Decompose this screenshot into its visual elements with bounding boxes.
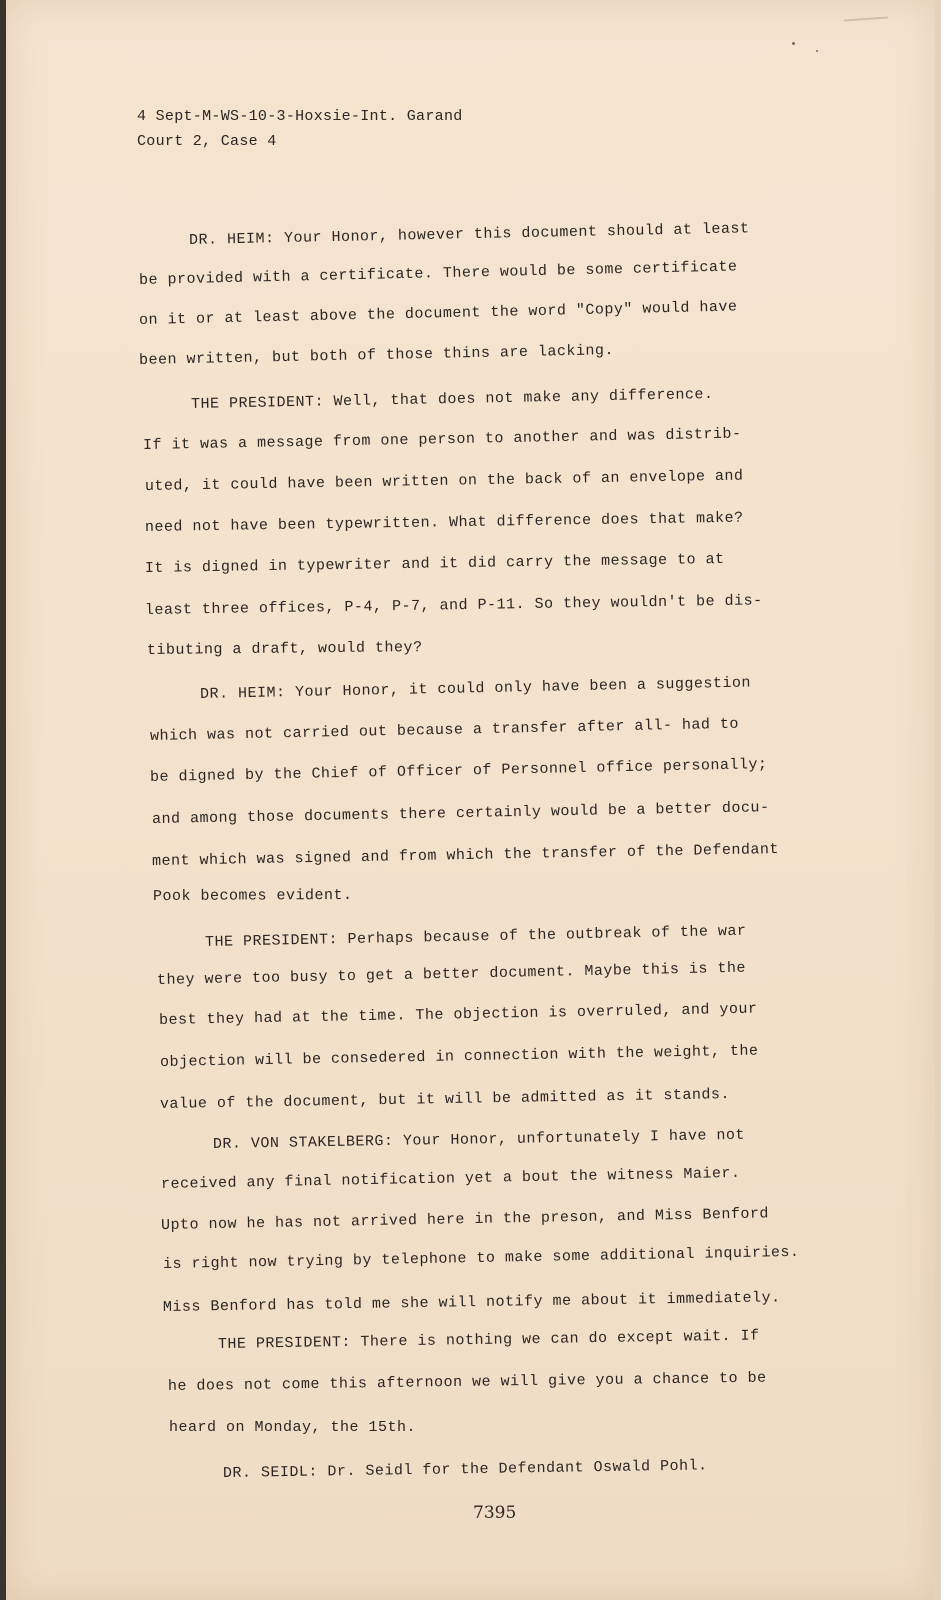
transcript-line: value of the document, but it will be admitted as it stands.	[159, 1086, 731, 1113]
transcript-line: objection will be consedered in connection with the weight, the	[159, 1042, 759, 1071]
transcript-line: received any final notification yet a bout the witness Maier.	[160, 1164, 741, 1193]
transcript-line: Upto now he has not arrived here in the preson, and Miss Benford	[160, 1205, 770, 1234]
transcript-line: uted, it could have been written on the back of an envelope and	[144, 467, 744, 495]
transcript-line: DR. SEIDL: Dr. Seidl for the Defendant Oswald Pohl.	[222, 1457, 708, 1482]
transcript-line: DR. VON STAKELBERG: Your Honor, unfortunately I have not	[212, 1126, 746, 1153]
transcript-line: THE PRESIDENT: Perhaps because of the outbreak of the war	[204, 922, 747, 951]
transcript-line: be digned by the Chief of Officer of Personnel office personally;	[149, 756, 768, 786]
transcript-line: DR. HEIM: Your Honor, it could only have been a suggestion	[199, 674, 752, 703]
pencil-mark	[844, 16, 888, 21]
transcript-line: heard on Monday, the 15th.	[169, 1419, 417, 1436]
transcript-line: Pook becomes evident.	[152, 886, 353, 905]
transcript-line: least three offices, P-4, P-7, and P-11. So they wouldn't be dis-	[144, 592, 763, 619]
transcript-line: he does not come this afternoon we will give you a chance to be	[167, 1369, 767, 1395]
transcript-line: best they had at the time. The objection is overruled, and your	[158, 1000, 758, 1029]
page-number: 7395	[473, 1503, 517, 1523]
transcript-line: THE PRESIDENT: There is nothing we can do except wait. If	[217, 1327, 760, 1353]
transcript-line: If it was a message from one person to another and was distrib-	[142, 425, 742, 454]
transcript-line: be provided with a certificate. There would be some certificate	[138, 258, 738, 289]
transcript-line: It is digned in typewriter and it did carry the message to at	[144, 550, 725, 577]
transcript-line: and among those documents there certainly would be a better docu-	[151, 799, 770, 828]
transcript-line: THE PRESIDENT: Well, that does not make any difference.	[190, 385, 714, 413]
document-header	[137, 104, 463, 154]
header-reference: 4 Sept-M-WS-10-3-Hoxsie-Int. Garand	[137, 108, 463, 125]
transcript-line: they were too busy to get a better document. Maybe this is the	[156, 959, 747, 989]
transcript-line: is right now trying by telephone to make some additional inquiries.	[162, 1243, 800, 1273]
header-court-case: Court 2, Case 4	[137, 133, 277, 150]
transcript-line: been written, but both of those thins are lacking.	[138, 342, 615, 369]
transcript-line: DR. HEIM: Your Honor, however this document should at least	[188, 220, 750, 249]
ink-speck	[816, 50, 818, 52]
transcript-line: on it or at least above the document the word "Copy" would have	[138, 298, 738, 329]
transcript-line: Miss Benford has told me she will notify me about it immediately.	[162, 1289, 781, 1316]
transcript-line: which was not carried out because a transfer after all- had to	[149, 715, 740, 745]
transcript-line: need not have been typewritten. What difference does that make?	[144, 509, 744, 536]
ink-speck	[792, 42, 795, 45]
transcript-line: tibuting a draft, would they?	[146, 639, 423, 659]
transcript-line: ment which was signed and from which the transfer of the Defendant	[151, 840, 780, 870]
